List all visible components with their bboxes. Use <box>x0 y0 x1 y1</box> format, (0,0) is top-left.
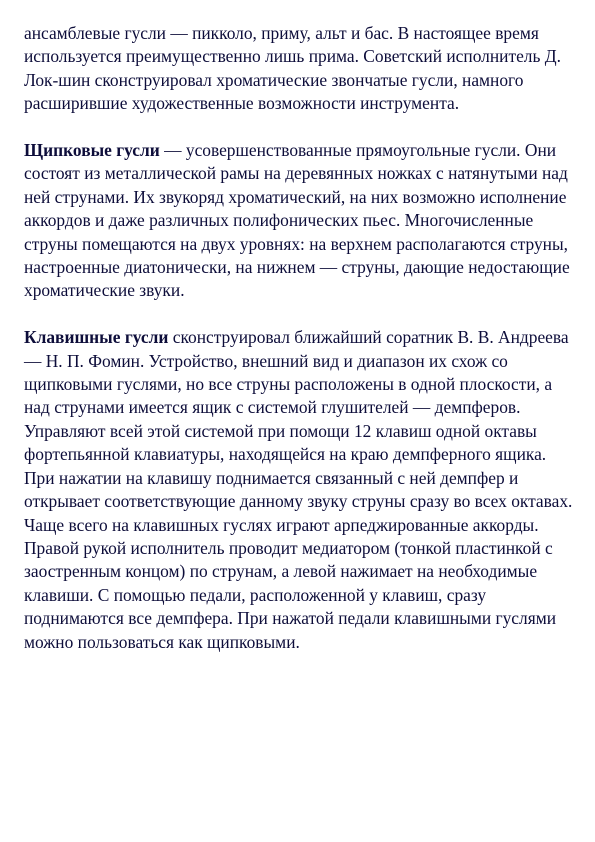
paragraph-text: — усовершенствованные прямоугольные гусли. Они состоят из металлической рамы на деревянных ножках с натянутыми над ней струнами. Их звукоряд хроматический, на них возможно исполнение аккордов и даже различных полифонических пьес. Многочисленные струны помещаются на двух уровнях: на верхнем располагаются струны, настроенные диатонически, на нижнем — струны, дающие недостающие хроматические звуки. <box>24 140 570 301</box>
document-page <box>24 22 580 677</box>
paragraph-plucked-gusli <box>24 139 580 303</box>
paragraph-text: сконструировал ближайший соратник В. В. Андреева — Н. П. Фомин. Устройство, внешний вид и диапазон их схож со щипковыми гуслями, но все струны расположены в одной плоскости, а над струнами имеется ящик с системой глушителей — демпферов. Управляют всей этой системой при помощи 12 клавиш одной октавы фортепьянной клавиатуры, находящейся на краю демпферного ящика. При нажатии на клавишу поднимается связанный с ней демпфер и открывает соответствующие данному звуку струны сразу во всех октавах. Чаще всего на клавишных гуслях играют арпеджированные аккорды. Правой рукой исполнитель проводит медиатором (тонкой пластинкой с заостренным концом) по струнам, а левой нажимает на необходимые клавиши. С помощью педали, расположенной у клавиш, сразу поднимаются все демпфера. При нажатой педали клавишными гуслями можно пользоваться как щипковыми. <box>24 327 573 652</box>
paragraph-text: ансамблевые гусли — пикколо, приму, альт и бас. В настоящее время используется преимущественно лишь прима. Советский исполнитель Д. Лок-шин сконструировал хроматические звончатые гусли, намного расширившие художественные возможности инструмента. <box>24 23 561 114</box>
paragraph-term: Щипковые гусли <box>24 140 160 161</box>
paragraph-term: Клавишные гусли <box>24 327 169 348</box>
paragraph-keyboard-gusli <box>24 326 580 654</box>
paragraph-intro <box>24 22 580 116</box>
